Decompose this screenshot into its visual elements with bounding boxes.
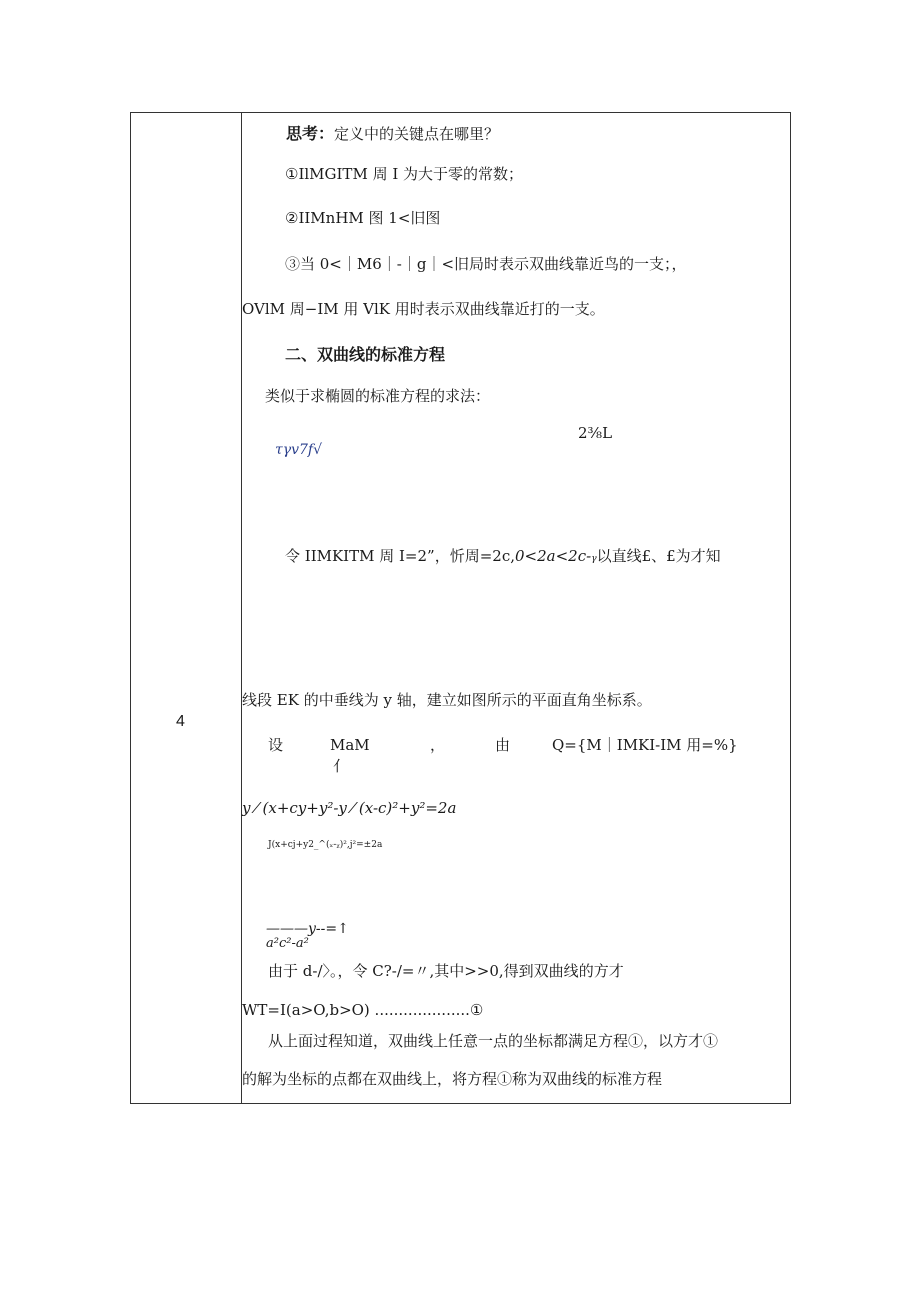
section-title: 二、双曲线的标准方程 bbox=[285, 345, 446, 364]
set-mam-sub: 亻 bbox=[333, 757, 349, 775]
point-2: ②IIMnHM 图 1<旧图 bbox=[285, 209, 441, 227]
paragraph-line-1: 从上面过程知道，双曲线上任意一点的坐标都满足方程①，以方才① bbox=[268, 1032, 719, 1050]
since-line: 由于 d-/〉。，令 C?-/=〃,其中>>0,得到双曲线的方才 bbox=[268, 962, 624, 980]
ovlm-line: OVlM 周−IM 用 VlK 用时表示双曲线靠近打的一支。 bbox=[242, 300, 605, 318]
fraction-numerator: ———y--=↑ bbox=[266, 921, 349, 937]
column-divider bbox=[241, 112, 242, 1104]
garbled-right: 2⅜L bbox=[578, 424, 613, 442]
let-inequality: 0<2a<2c- bbox=[515, 547, 592, 565]
garbled-left: τγv7f√ bbox=[275, 442, 323, 458]
let-tail: 以直线£、£为才知 bbox=[596, 547, 721, 565]
fraction-denominator: a²c²-a² bbox=[266, 936, 309, 951]
point-1: ①IlMGITM 周 I 为大于零的常数； bbox=[285, 165, 524, 183]
set-you: 由 bbox=[495, 736, 511, 754]
let-subscript: γ bbox=[591, 554, 597, 564]
think-line bbox=[286, 124, 499, 144]
let-line bbox=[285, 546, 721, 566]
set-comma: ， bbox=[430, 736, 446, 754]
think-label: 思考： bbox=[286, 124, 335, 143]
point-3: ③当 0<｜M6｜-｜g｜<旧局时表示双曲线靠近鸟的一支；， bbox=[285, 255, 687, 273]
think-question: 定义中的关键点在哪里？ bbox=[334, 125, 500, 143]
segment-line: 线段 EK 的中垂线为 y 轴，建立如图所示的平面直角坐标系。 bbox=[242, 691, 652, 709]
row-number: 4 bbox=[176, 713, 185, 730]
similar-line: 类似于求椭圆的标准方程的求法： bbox=[265, 387, 491, 405]
let-text: 令 IIMKITM 周 I=2”，忻周=2c, bbox=[285, 547, 515, 565]
equation-1: y ⁄ (x+cy+y²-y ⁄ (x-c)²+y²=2a bbox=[242, 799, 457, 817]
equation-2: J(x+cj+y2_^(ₓ-ᵪ)²,j²=±2a bbox=[268, 840, 383, 850]
wt-line: WT=I(a>O,b>O) ....................① bbox=[242, 1001, 484, 1019]
set-q: Q={M｜IMKI-IM 用=%} bbox=[552, 736, 738, 754]
set-she: 设 bbox=[268, 736, 284, 754]
set-mam: MaM bbox=[330, 736, 370, 754]
paragraph-line-2: 的解为坐标的点都在双曲线上，将方程①称为双曲线的标准方程 bbox=[242, 1070, 663, 1088]
